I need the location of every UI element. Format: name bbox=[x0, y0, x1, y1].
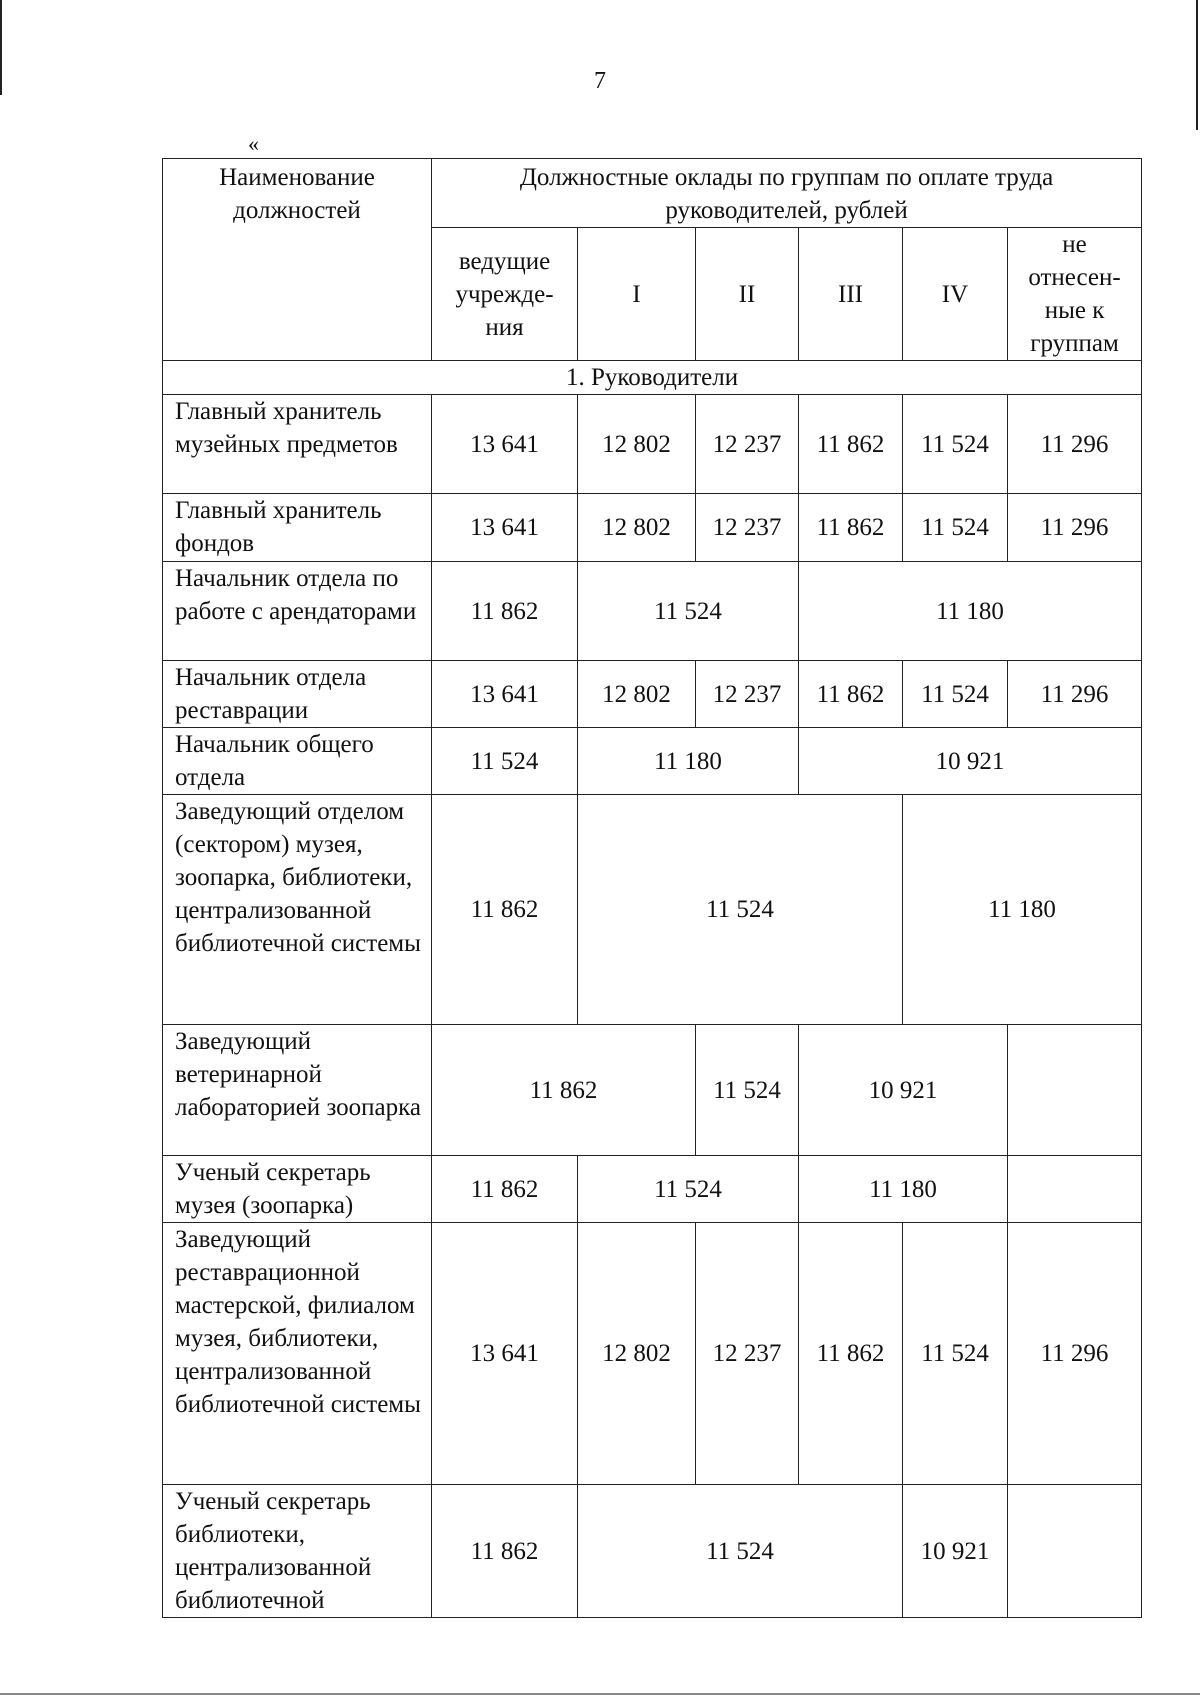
salary-cell-empty bbox=[1008, 1025, 1142, 1156]
salary-cell: 11 524 bbox=[432, 728, 578, 795]
salary-cell: 11 180 bbox=[799, 1156, 1008, 1223]
section-row bbox=[163, 361, 1142, 395]
salary-cell: 12 237 bbox=[696, 395, 799, 494]
position-name: Главный хранитель музейных предметов bbox=[163, 395, 432, 494]
salary-cell: 11 862 bbox=[799, 395, 903, 494]
table-row bbox=[163, 395, 1142, 494]
salary-cell: 11 862 bbox=[432, 1025, 696, 1156]
position-name: Ученый секретарь музея (зоопарка) bbox=[163, 1156, 432, 1223]
table-row bbox=[163, 562, 1142, 661]
salary-cell: 10 921 bbox=[799, 728, 1142, 795]
position-name: Ученый секретарь библиотеки, централизованной библиотечной bbox=[163, 1485, 432, 1618]
salary-cell: 11 862 bbox=[432, 795, 578, 1025]
group-header-leading: ведущие учрежде-ния bbox=[432, 228, 578, 361]
salary-cell: 12 802 bbox=[578, 494, 696, 562]
salary-table bbox=[162, 158, 1142, 1618]
salary-cell: 11 524 bbox=[578, 562, 799, 661]
salary-cell: 13 641 bbox=[432, 1223, 578, 1485]
salary-cell: 11 862 bbox=[432, 562, 578, 661]
salary-cell: 11 862 bbox=[799, 661, 903, 728]
salary-cell-empty bbox=[1008, 1485, 1142, 1618]
salary-cell: 13 641 bbox=[432, 494, 578, 562]
salary-cell: 11 524 bbox=[903, 395, 1008, 494]
salary-cell: 12 802 bbox=[578, 661, 696, 728]
position-column-header: Наименование должностей bbox=[163, 159, 432, 361]
group-header-iii: III bbox=[799, 228, 903, 361]
salary-cell: 12 237 bbox=[696, 661, 799, 728]
scan-edge-right bbox=[1196, 0, 1198, 130]
salary-cell: 11 862 bbox=[799, 1223, 903, 1485]
position-name: Начальник отдела реставрации bbox=[163, 661, 432, 728]
position-name: Заведующий ветеринарной лабораторией зоопарка bbox=[163, 1025, 432, 1156]
group-header-iv: IV bbox=[903, 228, 1008, 361]
salary-cell: 11 524 bbox=[903, 494, 1008, 562]
salary-cell: 11 296 bbox=[1008, 1223, 1142, 1485]
header-row bbox=[163, 159, 1142, 228]
salary-cell: 11 862 bbox=[799, 494, 903, 562]
table-row bbox=[163, 1223, 1142, 1485]
salary-cell: 11 524 bbox=[578, 1485, 903, 1618]
table-row bbox=[163, 1156, 1142, 1223]
table-row bbox=[163, 661, 1142, 728]
salary-cell: 11 524 bbox=[578, 795, 903, 1025]
table-row bbox=[163, 728, 1142, 795]
salary-cell: 12 802 bbox=[578, 395, 696, 494]
salary-cell: 11 862 bbox=[432, 1156, 578, 1223]
salary-cell: 10 921 bbox=[903, 1485, 1008, 1618]
salary-cell: 11 296 bbox=[1008, 661, 1142, 728]
table-row bbox=[163, 1485, 1142, 1618]
salary-cell: 13 641 bbox=[432, 395, 578, 494]
salary-cell: 12 802 bbox=[578, 1223, 696, 1485]
group-header-i: I bbox=[578, 228, 696, 361]
salary-cell: 11 180 bbox=[903, 795, 1142, 1025]
page-number: 7 bbox=[594, 68, 606, 94]
salary-cell: 13 641 bbox=[432, 661, 578, 728]
salary-cell: 12 237 bbox=[696, 494, 799, 562]
position-name: Заведующий реставрационной мастерской, филиалом музея, библиотеки, централизованной библиотечной системы bbox=[163, 1223, 432, 1485]
scan-edge-bottom bbox=[0, 1693, 1200, 1695]
position-name: Главный хранитель фондов bbox=[163, 494, 432, 562]
salary-cell: 11 180 bbox=[578, 728, 799, 795]
salary-cell: 11 296 bbox=[1008, 494, 1142, 562]
salary-cell-empty bbox=[1008, 1156, 1142, 1223]
salary-cell: 10 921 bbox=[799, 1025, 1008, 1156]
salary-cell: 11 862 bbox=[432, 1485, 578, 1618]
position-name: Заведующий отделом (сектором) музея, зоопарка, библиотеки, централизованной библиотечной системы bbox=[163, 795, 432, 1025]
opening-quote: « bbox=[248, 131, 259, 156]
salary-cell: 11 524 bbox=[578, 1156, 799, 1223]
position-name: Начальник общего отдела bbox=[163, 728, 432, 795]
table-row bbox=[163, 795, 1142, 1025]
table-row bbox=[163, 494, 1142, 562]
table-row bbox=[163, 1025, 1142, 1156]
section-title: 1. Руководители bbox=[163, 361, 1142, 395]
group-header-ii: II bbox=[696, 228, 799, 361]
salary-cell: 11 524 bbox=[903, 661, 1008, 728]
salary-cell: 11 296 bbox=[1008, 395, 1142, 494]
salary-cell: 11 180 bbox=[799, 562, 1142, 661]
group-header-unassigned: не отнесен-ные к группам bbox=[1008, 228, 1142, 361]
salary-cell: 11 524 bbox=[696, 1025, 799, 1156]
salary-cell: 12 237 bbox=[696, 1223, 799, 1485]
position-name: Начальник отдела по работе с арендаторами bbox=[163, 562, 432, 661]
salary-cell: 11 524 bbox=[903, 1223, 1008, 1485]
groups-header: Должностные оклады по группам по оплате труда руководителей, рублей bbox=[432, 159, 1142, 228]
